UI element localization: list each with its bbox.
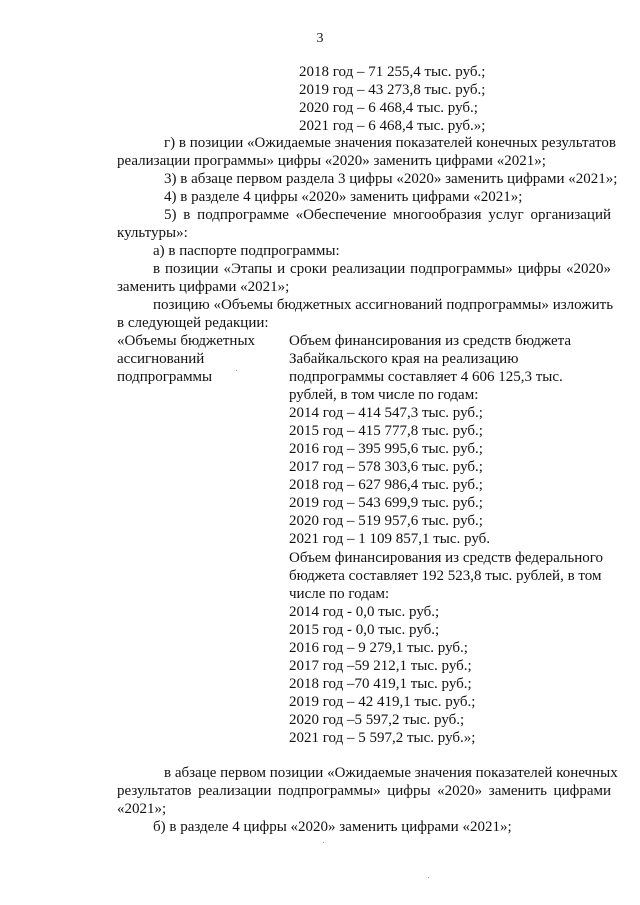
regional-intro-2: Забайкальского края на реализацию — [289, 351, 519, 367]
regional-year-2019: 2019 год – 543 699,9 тыс. руб.; — [289, 495, 483, 511]
left-col-line1: «Объемы бюджетных — [117, 333, 256, 349]
etapy-line1: в позиции «Этапы и сроки реализации подпрограммы» цифры «2020» — [153, 261, 611, 277]
regional-intro-4: рублей, в том числе по годам: — [289, 387, 479, 403]
federal-intro-1: Объем финансирования из средств федерального — [289, 550, 604, 566]
item-5-line1: 5) в подпрограмме «Обеспечение многообразия услуг организаций — [164, 207, 611, 223]
left-col-line3: подпрограммы — [117, 369, 213, 385]
sub-b: б) в разделе 4 цифры «2020» заменить цифрами «2021»; — [153, 819, 512, 835]
federal-year-2020: 2020 год –5 597,2 тыс. руб.; — [289, 712, 465, 728]
regional-year-2015: 2015 год – 415 777,8 тыс. руб.; — [289, 423, 483, 439]
item-5-line2: культуры»: — [117, 225, 188, 241]
top-year-2019: 2019 год – 43 273,8 тыс. руб.; — [299, 82, 486, 98]
para-g-line1: г) в позиции «Ожидаемые значения показателей конечных результатов — [164, 135, 616, 151]
sub-a: а) в паспорте подпрограммы: — [153, 243, 340, 259]
regional-year-2021: 2021 год – 1 109 857,1 тыс. руб. — [289, 531, 491, 547]
final-para-line1: в абзаце первом позиции «Ожидаемые значения показателей конечных — [164, 765, 618, 781]
regional-year-2014: 2014 год – 414 547,3 тыс. руб.; — [289, 405, 483, 421]
federal-year-2016: 2016 год – 9 279,1 тыс. руб.; — [289, 640, 468, 656]
regional-intro-1: Объем финансирования из средств бюджета — [289, 333, 572, 349]
federal-year-2018: 2018 год –70 419,1 тыс. руб.; — [289, 676, 472, 692]
left-col-line2: ассигнований — [117, 351, 205, 367]
regional-intro-3: подпрограммы составляет 4 606 125,3 тыс. — [289, 369, 563, 385]
final-para-line2: результатов реализации подпрограммы» цифры «2020» заменить цифрами — [117, 783, 611, 799]
federal-year-2021: 2021 год – 5 597,2 тыс. руб.»; — [289, 730, 476, 746]
federal-year-2017: 2017 год –59 212,1 тыс. руб.; — [289, 658, 472, 674]
federal-year-2019: 2019 год – 42 419,1 тыс. руб.; — [289, 694, 476, 710]
top-year-2021: 2021 год – 6 468,4 тыс. руб.»; — [299, 118, 486, 134]
etapy-line2: заменить цифрами «2021»; — [117, 279, 290, 295]
federal-intro-3: числе по годам: — [289, 586, 390, 602]
federal-intro-2: бюджета составляет 192 523,8 тыс. рублей, в том — [289, 568, 602, 584]
para-g-line2: реализации программы» цифры «2020» заменить цифрами «2021»; — [117, 153, 546, 169]
regional-year-2016: 2016 год – 395 995,6 тыс. руб.; — [289, 441, 483, 457]
scan-speck — [323, 842, 324, 843]
scan-speck — [236, 370, 237, 371]
final-para-line3: «2021»; — [117, 801, 167, 817]
scan-speck — [428, 877, 429, 878]
federal-year-2015: 2015 год - 0,0 тыс. руб.; — [289, 622, 440, 638]
obemy-line2: в следующей редакции: — [117, 315, 269, 331]
top-year-2020: 2020 год – 6 468,4 тыс. руб.; — [299, 100, 478, 116]
item-3: 3) в абзаце первом раздела 3 цифры «2020» заменить цифрами «2021»; — [164, 171, 618, 187]
federal-year-2014: 2014 год - 0,0 тыс. руб.; — [289, 604, 440, 620]
item-4: 4) в разделе 4 цифры «2020» заменить цифрами «2021»; — [164, 189, 523, 205]
regional-year-2017: 2017 год – 578 303,6 тыс. руб.; — [289, 459, 483, 475]
regional-year-2018: 2018 год – 627 986,4 тыс. руб.; — [289, 477, 483, 493]
page-number: 3 — [316, 31, 324, 46]
regional-year-2020: 2020 год – 519 957,6 тыс. руб.; — [289, 513, 483, 529]
top-year-2018: 2018 год – 71 255,4 тыс. руб.; — [299, 64, 486, 80]
obemy-line1: позицию «Объемы бюджетных ассигнований подпрограммы» изложить — [153, 297, 614, 313]
